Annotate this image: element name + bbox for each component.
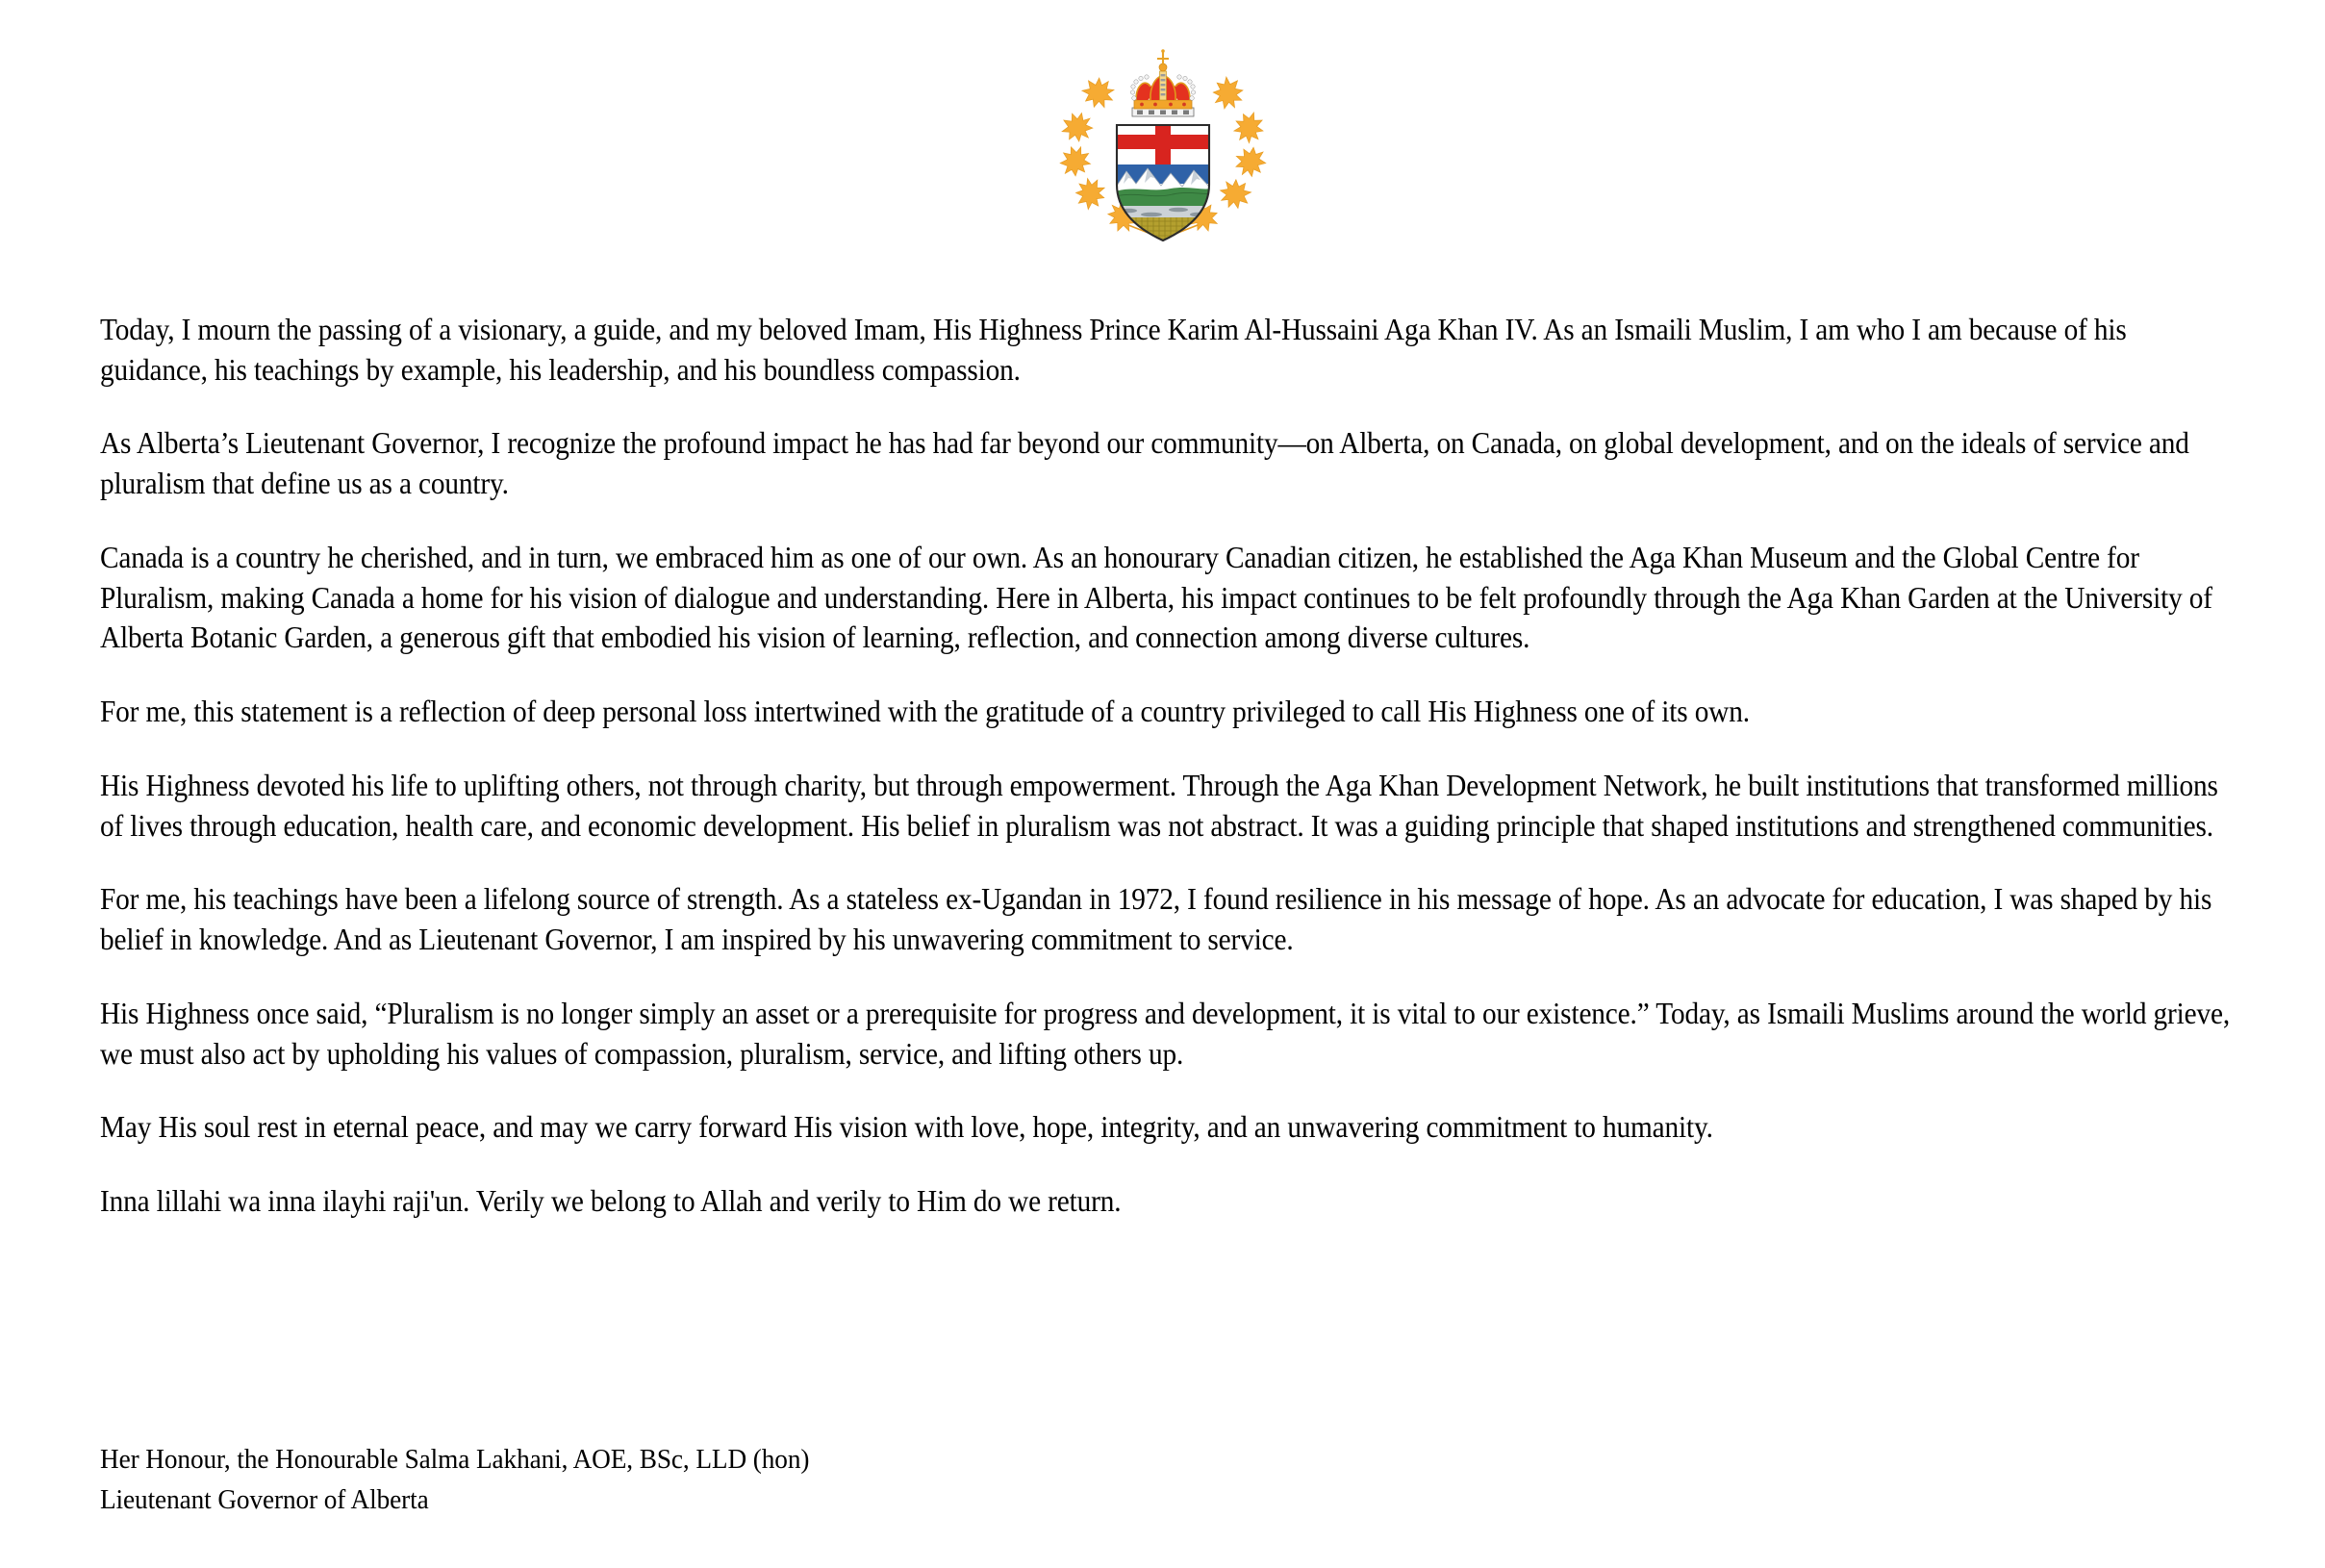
letter-paragraph-2: As Alberta’s Lieutenant Governor, I recognize the profound impact he has had far beyond our community—on Alberta, on Canada, on global development, and on the ideals of service and pluralism that define us as a country. (100, 426, 2189, 501)
letter-paragraph-4: For me, this statement is a reflection of deep personal loss intertwined with the gratitude of a country privileged to call His Highness one of its own. (100, 695, 1750, 729)
signatory-title: Lieutenant Governor of Alberta (100, 1483, 429, 1515)
letter-paragraph-3: Canada is a country he cherished, and in turn, we embraced him as one of our own. As an honourary Canadian citizen, he established the Aga Khan Museum and the Global Centre for Pluralism, making Canada a home for his vision of dialogue and understanding. Here in Alberta, his impact continues to be felt profoundly through the Aga Khan Garden at the University of Alberta Botanic Garden, a generous gift that embodied his vision of learning, reflection, and connection among diverse cultures. (100, 540, 2212, 655)
letter-body (100, 310, 2234, 1222)
signature-block (100, 1440, 1639, 1521)
letter-paragraph-9-prayer: Inna lillahi wa inna ilayhi raji'un. Verily we belong to Allah and verily to Him do we return. (100, 1184, 1122, 1219)
alberta-lieutenant-governor-crest-icon (1051, 42, 1275, 281)
royal-crown-icon (1130, 49, 1195, 116)
letter-paragraph-6: For me, his teachings have been a lifelong source of strength. As a stateless ex-Ugandan in 1972, I found resilience in his message of hope. As an advocate for education, I was shaped by his belief in knowledge. And as Lieutenant Governor, I am inspired by his unwavering commitment to service. (100, 882, 2212, 957)
crest-header (0, 0, 2325, 250)
letter-paragraph-8: May His soul rest in eternal peace, and may we carry forward His vision with love, hope, integrity, and an unwavering commitment to humanity. (100, 1110, 1713, 1145)
letter-paragraph-7: His Highness once said, “Pluralism is no longer simply an asset or a prerequisite for progress and development, it is vital to our existence.” Today, as Ismaili Muslims around the world grieve, we must also act by upholding his values of compassion, pluralism, service, and lifting others up. (100, 996, 2231, 1071)
signatory-name: Her Honour, the Honourable Salma Lakhani, AOE, BSc, LLD (hon) (100, 1444, 810, 1475)
letter-paragraph-1: Today, I mourn the passing of a visionary, a guide, and my beloved Imam, His Highness Prince Karim Al-Hussaini Aga Khan IV. As an Ismaili Muslim, I am who I am because of his guidance, his teachings by example, his leadership, and his boundless compassion. (100, 313, 2127, 387)
letter-paragraph-5: His Highness devoted his life to uplifting others, not through charity, but through empowerment. Through the Aga Khan Development Network, he built institutions that transformed millions of lives through education, health care, and economic development. His belief in pluralism was not abstract. It was a guiding principle that shaped institutions and strengthened communities. (100, 768, 2218, 843)
